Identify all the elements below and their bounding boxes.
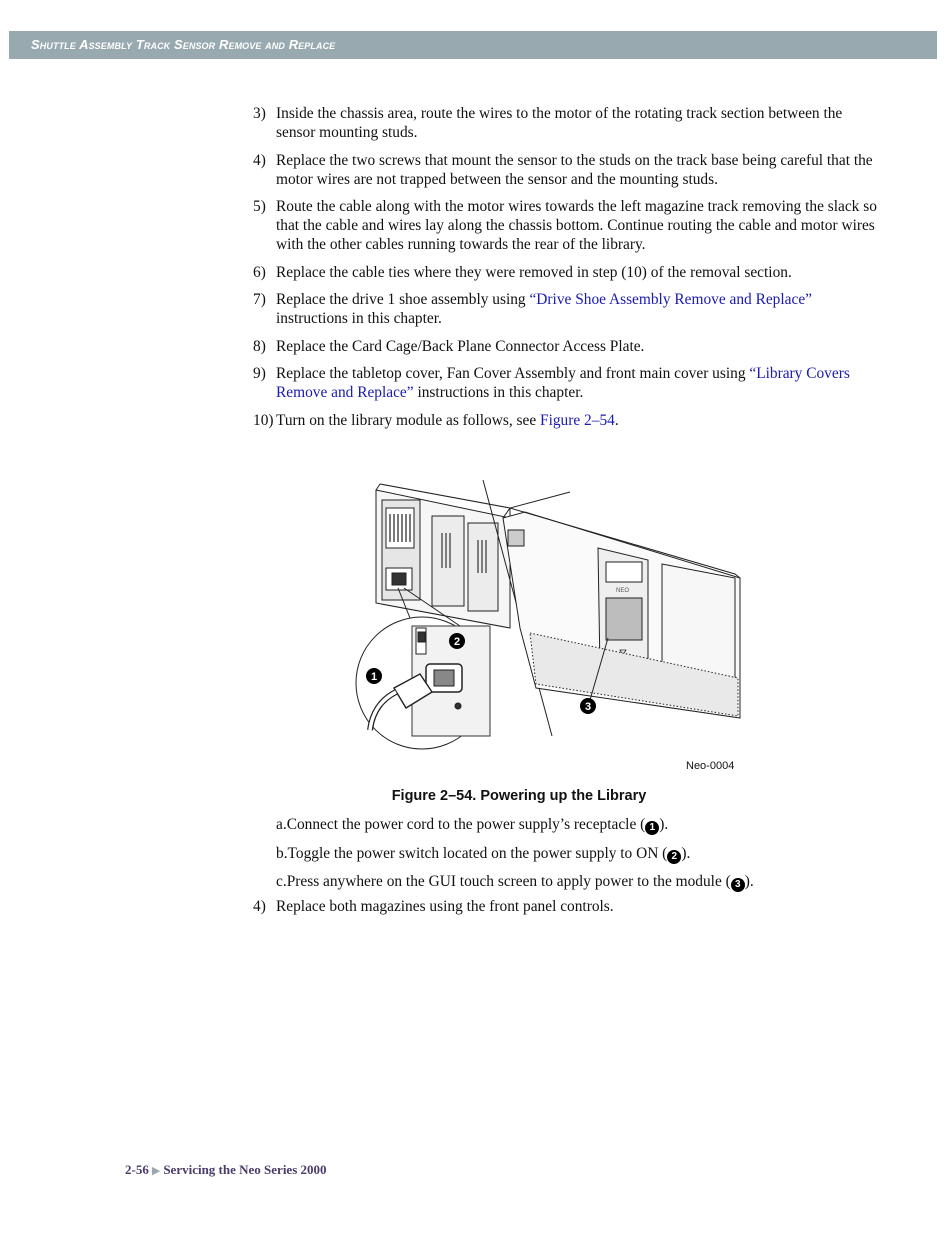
substep-text: Connect the power cord to the power supply’s receptacle ( xyxy=(286,816,646,833)
step-text: instructions in this chapter. xyxy=(276,310,442,327)
callout-3 xyxy=(580,698,596,714)
substep-text: Toggle the power switch located on the power supply to ON ( xyxy=(287,844,668,862)
figure-caption xyxy=(0,788,950,804)
step-text: Replace the cable ties where they were removed in step (10) of the removal section. xyxy=(276,263,792,281)
step-list xyxy=(253,104,883,438)
page-footer xyxy=(125,1162,327,1178)
substep-list xyxy=(276,815,876,901)
step-4 xyxy=(253,151,883,189)
substep-c xyxy=(276,872,876,892)
callout-1 xyxy=(366,668,382,684)
step-text: instructions in this chapter. xyxy=(413,384,584,401)
step-6 xyxy=(253,263,883,282)
page-number: 2-56 xyxy=(125,1162,149,1177)
step-text: Inside the chassis area, route the wires to the motor of the rotating track section between the sensor mounting studs. xyxy=(276,105,843,141)
callout-2 xyxy=(449,633,465,649)
step-5 xyxy=(253,197,883,254)
step-text: Replace the two screws that mount the sensor to the studs on the track base being careful that the motor wires are not trapped between the sensor and the mounting studs. xyxy=(276,151,873,188)
substep-label: b. xyxy=(276,844,288,862)
svg-text:NEO: NEO xyxy=(616,588,630,594)
callout-badge: 2 xyxy=(667,850,681,864)
powering-up-figure xyxy=(350,478,750,778)
callout-badge: 1 xyxy=(645,821,659,835)
header-title: Shuttle Assembly Track Sensor Remove and Replace xyxy=(31,37,336,52)
step-number: 8) xyxy=(253,337,266,355)
substep-end: ). xyxy=(681,844,691,862)
callout-2-label: 2 xyxy=(453,636,461,648)
step-text: Replace the tabletop cover, Fan Cover Assembly and front main cover using xyxy=(276,365,750,382)
step-9 xyxy=(253,364,883,402)
figure-link[interactable]: Figure 2–54 xyxy=(540,411,615,429)
step-3 xyxy=(253,104,883,142)
step-number: 9) xyxy=(253,365,266,382)
substep-label: a. xyxy=(276,816,287,833)
step-text: Turn on the library module as follows, see xyxy=(276,411,541,429)
substep-end: ). xyxy=(659,816,669,833)
step-text: Replace the Card Cage/Back Plane Connector Access Plate. xyxy=(276,337,645,355)
step-text: Replace the drive 1 shoe assembly using xyxy=(276,291,530,308)
step-10 xyxy=(253,411,883,430)
step-text: . xyxy=(614,411,619,429)
footer-title: Servicing the Neo Series 2000 xyxy=(163,1162,327,1177)
step-text: Replace both magazines using the front panel controls. xyxy=(276,898,614,915)
callout-1-label: 1 xyxy=(370,671,378,683)
figure-caption-text: Figure 2–54. Powering up the Library xyxy=(391,788,647,804)
substep-text: Press anywhere on the GUI touch screen to apply power to the module ( xyxy=(286,873,731,890)
step-7 xyxy=(253,290,883,328)
step-number: 7) xyxy=(253,291,266,308)
substep-label: c. xyxy=(276,873,287,890)
drive-shoe-link[interactable]: “Drive Shoe Assembly Remove and Replace” xyxy=(529,291,812,308)
header-bar xyxy=(9,31,937,59)
step-number: 3) xyxy=(253,105,266,122)
triangle-right-icon: ▶ xyxy=(151,1165,161,1177)
step-number: 4) xyxy=(253,898,266,915)
callout-badge: 3 xyxy=(731,878,745,892)
figure-id: Neo-0004 xyxy=(686,760,735,772)
step-final xyxy=(253,897,906,916)
step-number: 5) xyxy=(253,198,266,215)
substep-a xyxy=(276,815,876,835)
step-number: 6) xyxy=(253,263,266,281)
callout-3-label: 3 xyxy=(584,701,592,713)
step-text: Route the cable along with the motor wires towards the left magazine track removing the slack so that the cable and wires lay along the chassis bottom. Continue routing the cable and motor wires with the other cables running towards the rear of the library. xyxy=(276,198,877,253)
step-number: 10) xyxy=(253,411,274,429)
step-8 xyxy=(253,337,883,356)
substep-end: ). xyxy=(744,873,754,890)
step-number: 4) xyxy=(253,151,266,169)
substep-b xyxy=(276,844,876,864)
library-covers-link[interactable]: “Library Covers Remove and Replace” xyxy=(276,365,850,401)
